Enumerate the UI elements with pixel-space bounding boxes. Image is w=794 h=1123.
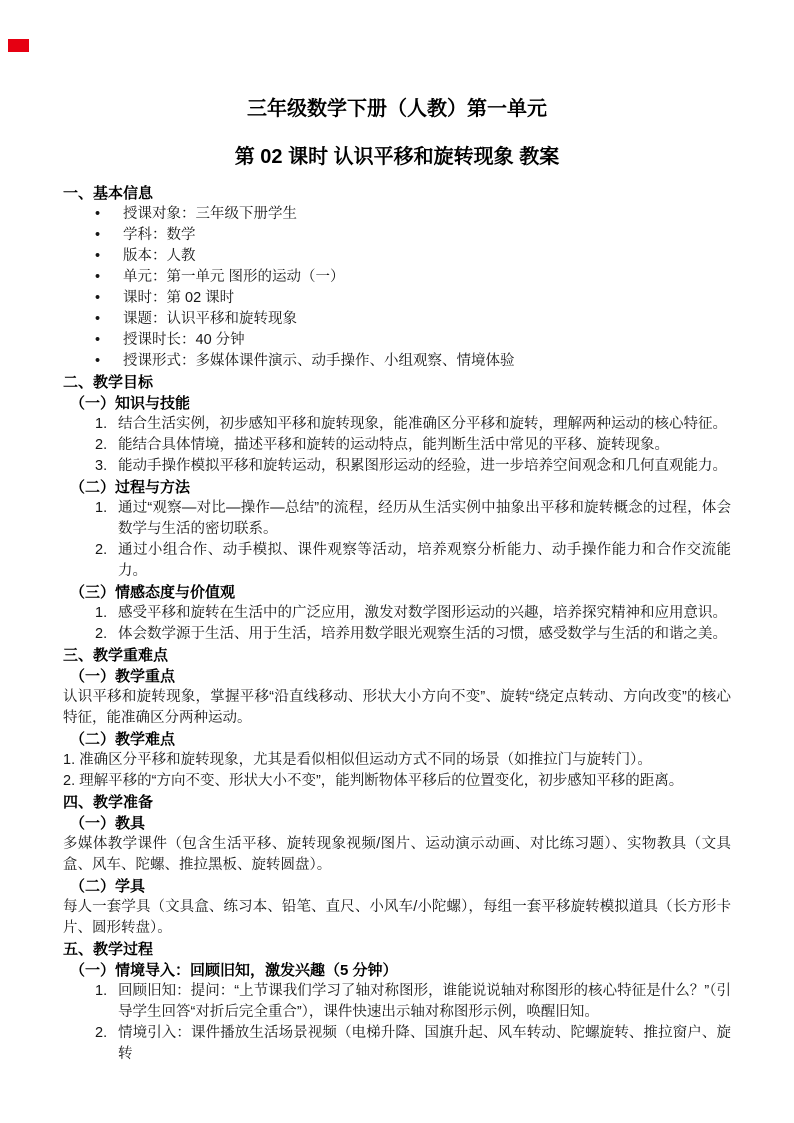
subheading-affect-values: （三）情感态度与价值观 xyxy=(70,584,236,601)
doc-title: 三年级数学下册（人教）第一单元 xyxy=(247,98,547,120)
list-item: 通过小组合作、动手模拟、课件观察等活动，培养观察分析能力、动手操作能力和合作交流能力。 xyxy=(118,542,731,579)
affect-values-list xyxy=(63,603,731,645)
doc-body xyxy=(63,183,731,1065)
section-heading-key-points: 三、教学重难点 xyxy=(63,647,169,664)
list-item: • 版本：人教 xyxy=(123,246,731,267)
list-item: • 课时：第 02 课时 xyxy=(123,288,731,309)
teacher-tools-paragraph: 多媒体教学课件（包含生活平移、旋转现象视频/图片、运动演示动画、对比练习题）、实物教具（文具盒、风车、陀螺、推拉黑板、旋转圆盘）。 xyxy=(63,836,731,873)
situation-intro-list xyxy=(63,981,731,1065)
subheading-teaching-focus: （一）教学重点 xyxy=(70,668,176,685)
difficulty-paragraph: 2. 理解平移的“方向不变、形状大小不变”，能判断物体平移后的位置变化，初步感知平移的距离。 xyxy=(63,773,684,789)
list-item: • 授课时长：40 分钟 xyxy=(123,330,731,351)
list-item: • 学科：数学 xyxy=(123,225,731,246)
list-item: 感受平移和旋转在生活中的广泛应用，激发对数学图形运动的兴趣，培养探究精神和应用意识。 xyxy=(118,605,727,621)
list-item: • 单元：第一单元 图形的运动（一） xyxy=(123,267,731,288)
list-item: 情境引入：课件播放生活场景视频（电梯升降、国旗升起、风车转动、陀螺旋转、推拉窗户、旋转 xyxy=(118,1025,731,1062)
list-item: • 授课对象：三年级下册学生 xyxy=(123,204,731,225)
basic-info-list xyxy=(63,204,731,372)
subheading-knowledge-skills: （一）知识与技能 xyxy=(70,395,191,412)
list-item: • 授课形式：多媒体课件演示、动手操作、小组观察、情境体验 xyxy=(123,351,731,372)
list-item: 能结合具体情境，描述平移和旋转的运动特点，能判断生活中常见的平移、旋转现象。 xyxy=(118,437,669,453)
section-heading-basic-info: 一、基本信息 xyxy=(63,185,154,202)
student-tools-paragraph: 每人一套学具（文具盒、练习本、铅笔、直尺、小风车/小陀螺），每组一套平移旋转模拟道具（长方形卡片、圆形转盘）。 xyxy=(63,899,731,936)
section-heading-objectives: 二、教学目标 xyxy=(63,374,154,391)
red-corner-mark xyxy=(8,39,29,52)
difficulty-paragraph: 1. 准确区分平移和旋转现象，尤其是看似相似但运动方式不同的场景（如推拉门与旋转门）。 xyxy=(63,752,652,768)
knowledge-skills-list xyxy=(63,414,731,477)
subheading-teacher-tools: （一）教具 xyxy=(70,815,146,832)
subheading-situation-intro: （一）情境导入：回顾旧知，激发兴趣（5 分钟） xyxy=(70,962,398,979)
section-heading-process: 五、教学过程 xyxy=(63,941,154,958)
list-item: 通过“观察—对比—操作—总结”的流程，经历从生活实例中抽象出平移和旋转概念的过程，体会数学与生活的密切联系。 xyxy=(118,500,731,537)
process-method-list xyxy=(63,498,731,582)
list-item: 能动手操作模拟平移和旋转运动，积累图形运动的经验，进一步培养空间观念和几何直观能力。 xyxy=(118,458,727,474)
subheading-student-tools: （二）学具 xyxy=(70,878,146,895)
subheading-process-method: （二）过程与方法 xyxy=(70,479,191,496)
teaching-focus-paragraph: 认识平移和旋转现象，掌握平移“沿直线移动、形状大小方向不变”、旋转“绕定点转动、方向改变”的核心特征，能准确区分两种运动。 xyxy=(63,689,731,726)
list-item: 结合生活实例，初步感知平移和旋转现象，能准确区分平移和旋转，理解两种运动的核心特征。 xyxy=(118,416,727,432)
list-item: 体会数学源于生活、用于生活，培养用数学眼光观察生活的习惯，感受数学与生活的和谐之美。 xyxy=(118,626,727,642)
list-item: 回顾旧知：提问：“上节课我们学习了轴对称图形，谁能说说轴对称图形的核心特征是什么？”（引导学生回答“对折后完全重合”），课件快速出示轴对称图形示例，唤醒旧知。 xyxy=(118,983,731,1020)
subheading-teaching-difficulty: （二）教学难点 xyxy=(70,731,176,748)
list-item: • 课题：认识平移和旋转现象 xyxy=(123,309,731,330)
section-heading-preparation: 四、教学准备 xyxy=(63,794,154,811)
doc-subtitle: 第 02 课时 认识平移和旋转现象 教案 xyxy=(234,146,560,168)
